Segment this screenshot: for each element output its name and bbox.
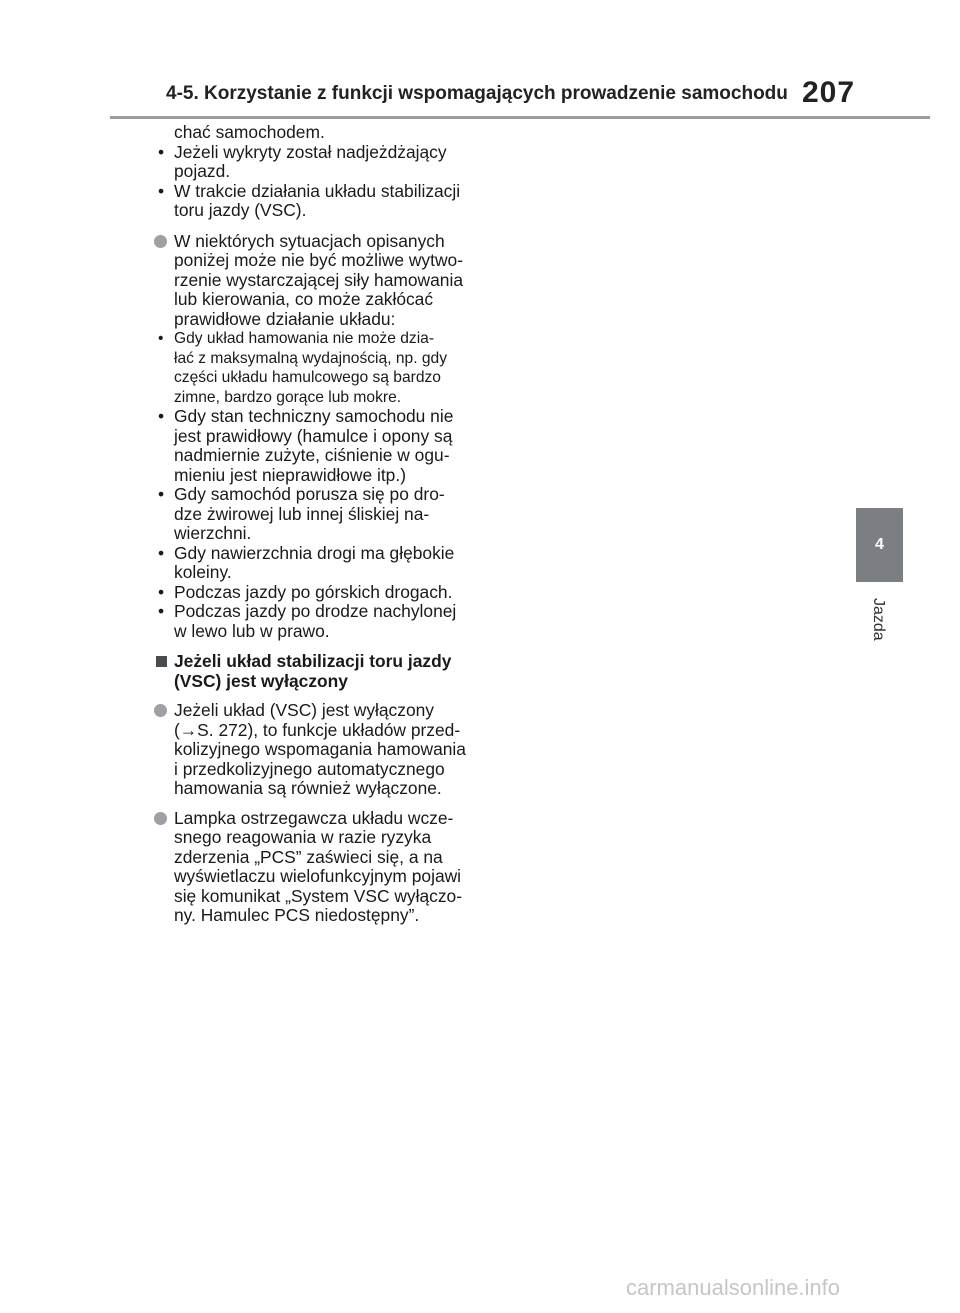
chapter-number: 4 [875,536,884,553]
paragraph-line: hamowania są również wyłączone. [174,778,442,798]
paragraph-line: rzenie wystarczającej siły hamowania [174,269,463,290]
paragraph-line: się komunikat „System VSC wyłączo- [174,885,462,906]
bullet-item-continued: mieniu jest nieprawidłowe itp.) [174,464,406,485]
bullet-item: • Gdy stan techniczny samochodu nie [158,406,454,426]
paragraph-line: prawidłowe działanie układu: [174,308,396,329]
bullet-item-continued: nadmiernie zużyte, ciśnienie w ogu- [174,445,450,465]
bullet-item-continued: łać z maksymalną wydajnością, np. gdy [174,349,448,367]
intro-line: chać samochodem. [174,122,325,142]
bullet-item-continued: jest prawidłowy (hamulce i opony są [174,425,453,446]
watermark: carmanualsonline.info [626,1275,841,1300]
square-bullet-icon [156,656,167,667]
paragraph-line: Lampka ostrzegawcza układu wcze- [150,809,485,829]
subsection-heading-continued: (VSC) jest wyłączony [174,670,348,691]
bullet-item-continued: wierzchni. [174,523,252,543]
bullet-item-continued: toru jazdy (VSC). [174,200,307,220]
bullet-item: • Gdy układ hamowania nie może dzia- [158,330,435,347]
bullet-item: • Gdy samochód porusza się po dro- [158,484,445,504]
circle-bullet-icon [154,704,167,717]
bullet-item: • Podczas jazdy po górskich drogach. [158,581,453,602]
section-title: 4-5. Korzystanie z funkcji wspomagających prowadzenie samochodu [166,83,788,104]
paragraph-line: zderzenia „PCS” zaświeci się, a na [174,846,443,867]
circle-bullet-icon [154,235,167,248]
content-column [150,123,485,926]
paragraph-line: lub kierowania, co może zakłócać [174,289,434,309]
subsection-heading: Jeżeli układ stabilizacji toru jazdy [150,652,485,672]
paragraph-line: W niektórych sytuacjach opisanych [150,232,485,252]
bullet-item: • Podczas jazdy po drodze nachylonej [158,601,457,621]
paragraph-line: ny. Hamulec PCS niedostępny”. [174,905,420,925]
bullet-item: • Gdy nawierzchnia drogi ma głębokie [158,542,455,563]
bullet-item-continued: w lewo lub w prawo. [174,620,330,641]
circle-bullet-icon [154,812,167,825]
paragraph-line: snego reagowania w razie ryzyka [174,827,432,847]
header-divider [110,116,930,119]
chapter-tab[interactable] [856,508,903,582]
bullet-item-continued: koleiny. [174,562,232,582]
bullet-item: • W trakcie działania układu stabilizacji [158,180,461,201]
paragraph-line: poniżej może nie być możliwe wytwo- [174,250,463,270]
paragraph-line: Jeżeli układ (VSC) jest wyłączony [150,701,485,721]
bullet-item-continued: pojazd. [174,161,231,181]
bullet-item-continued: dze żwirowej lub innej śliskiej na- [174,503,430,524]
bullet-item-continued: zimne, bardzo gorące lub mokre. [174,388,402,406]
bullet-item-continued: części układu hamulcowego są bardzo [174,369,441,386]
page-number: 207 [802,76,856,109]
cross-reference-line[interactable]: (→S. 272), to funkcje układów przed- [174,719,461,740]
paragraph-line: i przedkolizyjnego automatycznego [174,758,445,779]
bullet-item: • Jeżeli wykryty został nadjeżdżający [158,141,447,162]
chapter-label: Jazda [870,598,887,641]
paragraph-line: wyświetlaczu wielofunkcyjnym pojawi [174,866,462,886]
paragraph-line: kolizyjnego wspomagania hamowania [174,739,466,759]
